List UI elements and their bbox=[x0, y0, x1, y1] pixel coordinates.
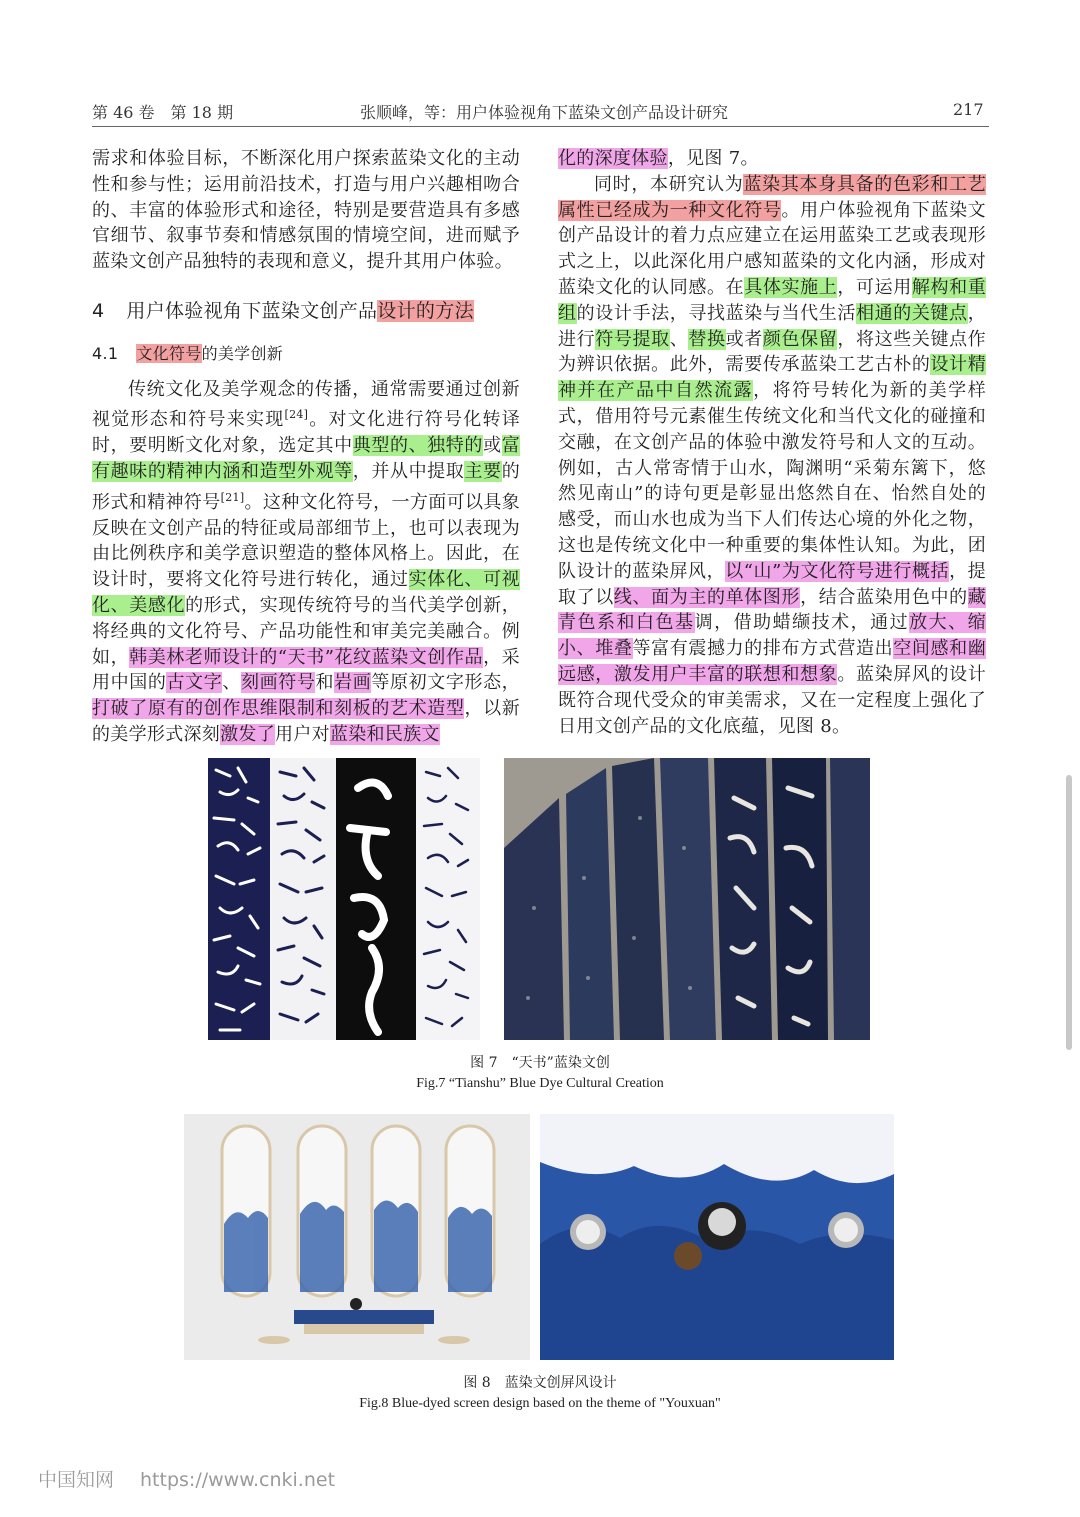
intro-paragraph: 需求和体验目标，不断深化用户探索蓝染文化的主动性和参与性；运用前沿技术，打造与用户兴趣相吻合的、丰富的体验形式和途径，特别是要营造具有多感官细节、叙事节奏和情感氛围的情境空间，进而赋予蓝染文创产品独特的表现和意义，提升其用户体验。 bbox=[92, 148, 520, 273]
journal-issue: 第 46 卷 第 18 期 bbox=[92, 103, 234, 122]
header-rule bbox=[92, 126, 989, 127]
fig7-caption-cn: 图 7 “天书”蓝染文创 bbox=[470, 1055, 610, 1071]
fig8-tea-set-photo-image bbox=[540, 1114, 894, 1360]
cnki-watermark bbox=[38, 1465, 335, 1492]
fig8-screen-product-image bbox=[184, 1114, 530, 1360]
scrollbar-thumb[interactable] bbox=[1066, 775, 1072, 1050]
page-number: 217 bbox=[953, 100, 984, 119]
fig8-caption-en: Fig.8 Blue-dyed screen design based on the theme of "Youxuan" bbox=[359, 1396, 721, 1411]
body-paragraph-2: 同时，本研究认为蓝染其本身具备的色彩和工艺属性已经成为一种文化符号。用户体验视角下蓝染文创产品设计的着力点应建立在运用蓝染工艺或表现形式之上，以此深化用户感知蓝染的文化内涵，形成对蓝染文化的认同感。在具体实施上，可运用解构和重组的设计手法，寻找蓝染与当代生活相通的关键点，进行符号提取、替换或者颜色保留，将这些关键点作为辨识依据。此外，需要传承蓝染工艺古朴的设计精神并在产品中自然流露，将符号转化为新的美学样式，借用符号元素催生传统文化和当代文化的碰撞和交融，在文创产品的体验中激发符号和人文的互动。例如，古人常寄情于山水，陶渊明“采菊东篱下，悠然见南山”的诗句更是彰显出悠然自在、怡然自处的感受，而山水也成为当下人们传达心境的外化之物，这也是传统文化中一种重要的集体性认知。为此，团队设计的蓝染屏风，以“山”为文化符号进行概括，提取了以线、面为主的单体图形，结合蓝染用色中的藏青色系和白色基调，借助蜡缬技术，通过放大、缩小、堆叠等富有震撼力的排布方式营造出空间感和幽远感，激发用户丰富的联想和想象。蓝染屏风的设计既符合现代受众的审美需求，又在一定程度上强化了日用文创产品的文化底蕴，见图 8。 bbox=[558, 173, 987, 737]
fig7-installation-photo-image bbox=[504, 758, 870, 1040]
fig7-tianshu-panels-image bbox=[208, 758, 480, 1040]
section-heading: 4 用户体验视角下蓝染文创产品设计的方法 bbox=[92, 299, 474, 322]
right-column bbox=[558, 146, 986, 739]
left-column bbox=[92, 146, 520, 748]
fig7-caption-en: Fig.7 “Tianshu” Blue Dye Cultural Creation bbox=[416, 1076, 664, 1091]
running-title: 张顺峰，等：用户体验视角下蓝染文创产品设计研究 bbox=[360, 103, 729, 122]
subsection-heading: 4.1 文化符号的美学创新 bbox=[92, 343, 284, 363]
body-paragraph-1: 传统文化及美学观念的传播，通常需要通过创新视觉形态和符号来实现[24]。对文化进行符号化转译时，要明断文化对象，选定其中典型的、独特的或富有趣味的精神内涵和造型外观等，并从中提取主要的形式和精神符号[21]。这种文化符号，一方面可以具象反映在文创产品的特征或局部细节上，也可以表现为由比例秩序和美学意识塑造的整体风格上。因此，在设计时，要将文化符号进行转化，通过实体化、可视化、美感化的形式，实现传统符号的当代美学创新，将经典的文化符号、产品功能性和审美完美融合。例如，韩美林老师设计的“天书”花纹蓝染文创作品，采用中国的古文字、刻画符号和岩画等原初文字形态，打破了原有的创作思维限制和刻板的艺术造型，以新的美学形式深刻激发了用户对蓝染和民族文 bbox=[92, 378, 521, 745]
cnki-brand: 中国知网 bbox=[38, 1469, 115, 1491]
cnki-url-link[interactable]: https://www.cnki.net bbox=[140, 1469, 336, 1491]
body-paragraph-continued: 化的深度体验，见图 7。 bbox=[558, 148, 759, 169]
fig8-caption-cn: 图 8 蓝染文创屏风设计 bbox=[463, 1375, 617, 1391]
